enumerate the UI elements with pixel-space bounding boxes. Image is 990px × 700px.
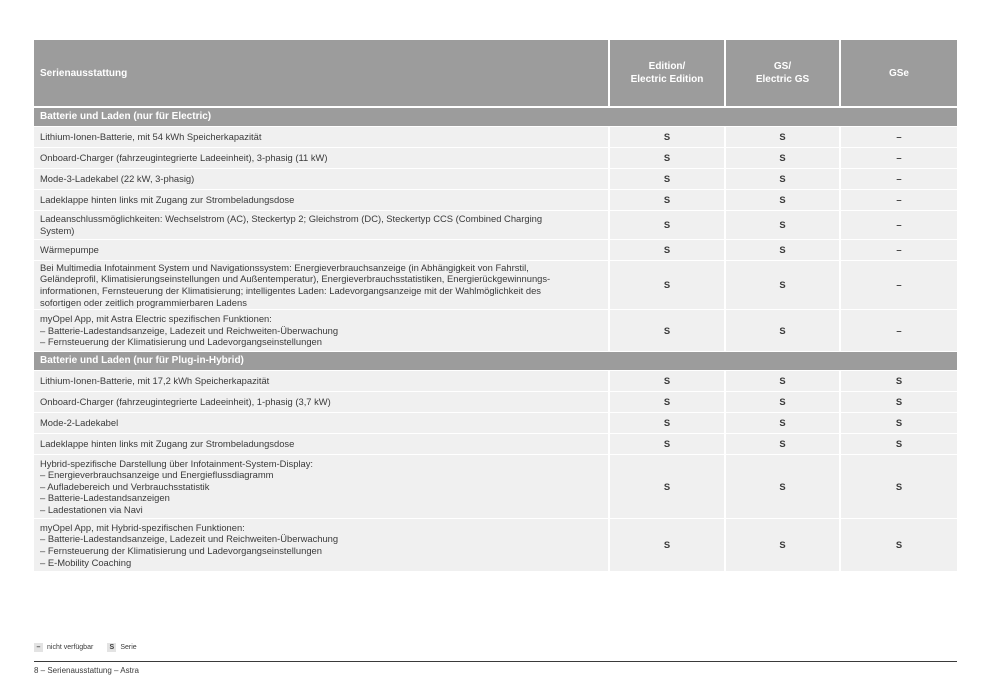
table-row — [34, 392, 957, 413]
header-gs — [726, 40, 841, 106]
page-footer: 8 – Serienausstattung – Astra — [34, 666, 139, 675]
table-row — [34, 434, 957, 455]
feature-label: myOpel App, mit Astra Electric spezifischen Funktionen: – Batterie-Ladestandsanzeige, Ladezeit und Reichweiten-Überwachung – Fernsteuerung der Klimatisierung und Ladevorgangseinstellungen — [34, 310, 610, 351]
feature-label: Hybrid-spezifische Darstellung über Infotainment-System-Display: – Energieverbrauchsanzeige und Energieflussdiagramm – Aufladebereich und Verbrauchsstatistik – Batterie-Ladestandsanzeigen – Ladestationen via Navi — [34, 455, 610, 518]
availability-gs: S — [726, 455, 841, 518]
availability-gse: S — [841, 455, 957, 518]
table-row — [34, 190, 957, 211]
header-edition-label: Edition/ Electric Edition — [630, 61, 704, 85]
feature-label: Ladeklappe hinten links mit Zugang zur Strombeladungsdose — [34, 190, 610, 210]
feature-label: Ladeanschlussmöglichkeiten: Wechselstrom (AC), Steckertyp 2; Gleichstrom (DC), Steckertyp CCS (Combined Charging System) — [34, 211, 610, 239]
availability-gse: – — [841, 261, 957, 309]
header-gse: GSe — [841, 40, 957, 106]
availability-edition: S — [610, 434, 726, 454]
table-row — [34, 455, 957, 519]
availability-gse: – — [841, 169, 957, 189]
feature-label: Lithium-Ionen-Batterie, mit 54 kWh Speicherkapazität — [34, 127, 610, 147]
section-header-row — [34, 352, 957, 371]
availability-edition: S — [610, 519, 726, 571]
availability-gs: S — [726, 371, 841, 391]
table-row — [34, 169, 957, 190]
availability-gse: – — [841, 148, 957, 168]
feature-label: Bei Multimedia Infotainment System und Navigationssystem: Energieverbrauchsanzeige (in Abhängigkeit von Fahrstil, Geländeprofil, Klimatisierungseinstellungen und Außentemperatur), Energieverbrauchsstatistiken, Energierückgewinnungs- informationen, Fernsteuerung der Klimatisierung; intelligentes Laden: Ladevorgangsanzeige mit der Wahlmöglichkeit des sofortigen oder zeitlich programmierbaren Ladens — [34, 261, 610, 309]
availability-gse: – — [841, 240, 957, 260]
header-edition — [610, 40, 726, 106]
availability-gs: S — [726, 211, 841, 239]
table-row — [34, 127, 957, 148]
availability-gs: S — [726, 519, 841, 571]
table-body — [34, 108, 957, 572]
availability-edition: S — [610, 169, 726, 189]
availability-gs: S — [726, 148, 841, 168]
availability-edition: S — [610, 310, 726, 351]
section-title: Batterie und Laden (nur für Plug-in-Hybrid) — [34, 352, 957, 370]
availability-edition: S — [610, 240, 726, 260]
feature-label: Mode-2-Ladekabel — [34, 413, 610, 433]
feature-label: Mode-3-Ladekabel (22 kW, 3-phasig) — [34, 169, 610, 189]
availability-gse: S — [841, 434, 957, 454]
availability-edition: S — [610, 127, 726, 147]
availability-gs: S — [726, 261, 841, 309]
availability-edition: S — [610, 392, 726, 412]
availability-edition: S — [610, 413, 726, 433]
availability-gse: S — [841, 519, 957, 571]
feature-label: Onboard-Charger (fahrzeugintegrierte Ladeeinheit), 1-phasig (3,7 kW) — [34, 392, 610, 412]
table-row — [34, 519, 957, 572]
feature-label: Ladeklappe hinten links mit Zugang zur Strombeladungsdose — [34, 434, 610, 454]
header-gs-label: GS/ Electric GS — [755, 61, 810, 85]
availability-gs: S — [726, 310, 841, 351]
availability-edition: S — [610, 261, 726, 309]
section-header-row — [34, 108, 957, 127]
availability-gse: – — [841, 190, 957, 210]
table-row — [34, 148, 957, 169]
availability-edition: S — [610, 371, 726, 391]
feature-label: myOpel App, mit Hybrid-spezifischen Funktionen: – Batterie-Ladestandsanzeige, Ladezeit und Reichweiten-Überwachung – Fernsteuerung der Klimatisierung und Ladevorgangseinstellungen – E-Mobility Coaching — [34, 519, 610, 571]
availability-gs: S — [726, 127, 841, 147]
availability-gse: S — [841, 392, 957, 412]
availability-edition: S — [610, 148, 726, 168]
availability-edition: S — [610, 455, 726, 518]
table-row — [34, 261, 957, 310]
feature-label: Onboard-Charger (fahrzeugintegrierte Ladeeinheit), 3-phasig (11 kW) — [34, 148, 610, 168]
availability-gse: – — [841, 310, 957, 351]
header-feature: Serienausstattung — [34, 40, 610, 106]
availability-gs: S — [726, 169, 841, 189]
availability-gs: S — [726, 240, 841, 260]
table-row — [34, 310, 957, 352]
availability-gs: S — [726, 392, 841, 412]
availability-gs: S — [726, 434, 841, 454]
legend — [34, 643, 151, 652]
equipment-table — [34, 40, 957, 572]
availability-gs: S — [726, 190, 841, 210]
legend-dash-text: nicht verfügbar — [47, 644, 94, 651]
table-header — [34, 40, 957, 108]
availability-gse: S — [841, 371, 957, 391]
availability-edition: S — [610, 190, 726, 210]
availability-gse: S — [841, 413, 957, 433]
legend-s-symbol: S — [107, 643, 116, 652]
legend-s-text: Serie — [120, 644, 137, 651]
table-row — [34, 211, 957, 240]
table-row — [34, 371, 957, 392]
table-row — [34, 240, 957, 261]
footer-divider — [34, 661, 957, 662]
feature-label: Lithium-Ionen-Batterie, mit 17,2 kWh Speicherkapazität — [34, 371, 610, 391]
section-title: Batterie und Laden (nur für Electric) — [34, 108, 957, 126]
feature-label: Wärmepumpe — [34, 240, 610, 260]
legend-dash-symbol: – — [34, 643, 43, 652]
availability-edition: S — [610, 211, 726, 239]
availability-gs: S — [726, 413, 841, 433]
availability-gse: – — [841, 127, 957, 147]
table-row — [34, 413, 957, 434]
availability-gse: – — [841, 211, 957, 239]
